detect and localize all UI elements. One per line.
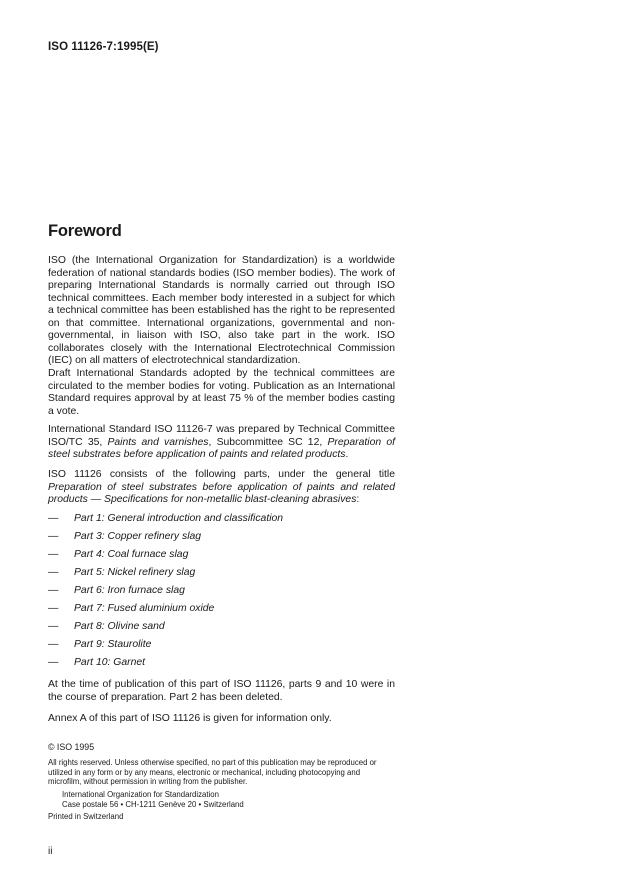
list-dash: — [48, 657, 59, 668]
list-dash: — [48, 639, 59, 650]
paragraph-4-lead: ISO 11126 consists of the following parts, under the general title [48, 469, 395, 480]
paragraph-3-lead: International Standard ISO 11126-7 was prepared by Technical Committee ISO/TC 35, [48, 424, 395, 448]
part-label: Part 9: Staurolite [74, 639, 152, 650]
list-item [48, 512, 395, 530]
printed-in: Printed in Switzerland [48, 812, 124, 821]
part-label: Part 5: Nickel refinery slag [74, 567, 196, 578]
paragraph-4-end: : [356, 494, 360, 505]
foreword-paragraph-4 [48, 469, 395, 507]
list-item [48, 602, 395, 620]
list-item [48, 548, 395, 566]
publisher-address [62, 790, 244, 809]
part-label: Part 6: Iron furnace slag [74, 585, 185, 596]
list-item [48, 656, 395, 674]
part-label: Part 3: Copper refinery slag [74, 531, 202, 542]
list-dash: — [48, 549, 59, 560]
document-identifier: ISO 11126-7:1995(E) [48, 41, 159, 53]
foreword-paragraph-2: Draft International Standards adopted by the technical committees are circulated to the member bodies for voting. Publication as an International Standard requires approval by at least 75 % of the member bodies casting a vote. [48, 368, 395, 417]
rights-statement: All rights reserved. Unless otherwise specified, no part of this publication may be reproduced or utilized in any form or by any means, electronic or mechanical, including photocopying and microfilm, without permission in writing from the publisher. [48, 758, 377, 787]
parts-list [48, 512, 395, 674]
organization-address: Case postale 56 • CH-1211 Genève 20 • Switzerland [62, 799, 244, 809]
list-dash: — [48, 585, 59, 596]
part-label: Part 7: Fused aluminium oxide [74, 603, 215, 614]
paragraph-3-mid: , Subcommittee SC 12, [208, 436, 328, 448]
paragraph-3-end: . [345, 449, 349, 460]
list-dash: — [48, 531, 59, 542]
foreword-paragraph-3 [48, 424, 395, 462]
page-title: Foreword [48, 222, 122, 240]
copyright-notice: © ISO 1995 [48, 742, 95, 752]
subcommittee-title: Preparation of steel substrates before application of paints and related products [48, 436, 396, 460]
foreword-paragraph-1: ISO (the International Organization for Standardization) is a worldwide federation of national standards bodies (ISO member bodies). The work of preparing International Standards is normally carried out through ISO technical committees. Each member body interested in a subject for which a technical committee has been established has the right to be represented on that committee. International organizations, governmental and non-governmental, in liaison with ISO, also take part in the work. ISO collaborates closely with the International Electrotechnical Commission (IEC) on all matters of electrotechnical standardization. [48, 255, 395, 366]
list-item [48, 620, 395, 638]
foreword-paragraph-5: At the time of publication of this part of ISO 11126, parts 9 and 10 were in the course of preparation. Part 2 has been deleted. [48, 679, 395, 703]
list-item [48, 638, 395, 656]
list-dash: — [48, 513, 59, 524]
part-label: Part 10: Garnet [74, 657, 146, 668]
foreword-paragraph-6: Annex A of this part of ISO 11126 is given for information only. [48, 713, 332, 724]
list-item [48, 566, 395, 584]
part-label: Part 4: Coal furnace slag [74, 549, 189, 560]
part-label: Part 8: Olivine sand [74, 621, 165, 632]
organization-name: International Organization for Standardization [62, 790, 219, 799]
list-item [48, 584, 395, 602]
page-number: ii [48, 846, 53, 857]
general-title: Preparation of steel substrates before application of paints and related products — Specifications for non-metallic blast-cleaning abrasives [48, 481, 395, 505]
list-dash: — [48, 567, 59, 578]
list-dash: — [48, 603, 59, 614]
part-label: Part 1: General introduction and classification [74, 513, 284, 524]
committee-title: Paints and varnishes [107, 436, 209, 448]
list-dash: — [48, 621, 59, 632]
list-item [48, 530, 395, 548]
